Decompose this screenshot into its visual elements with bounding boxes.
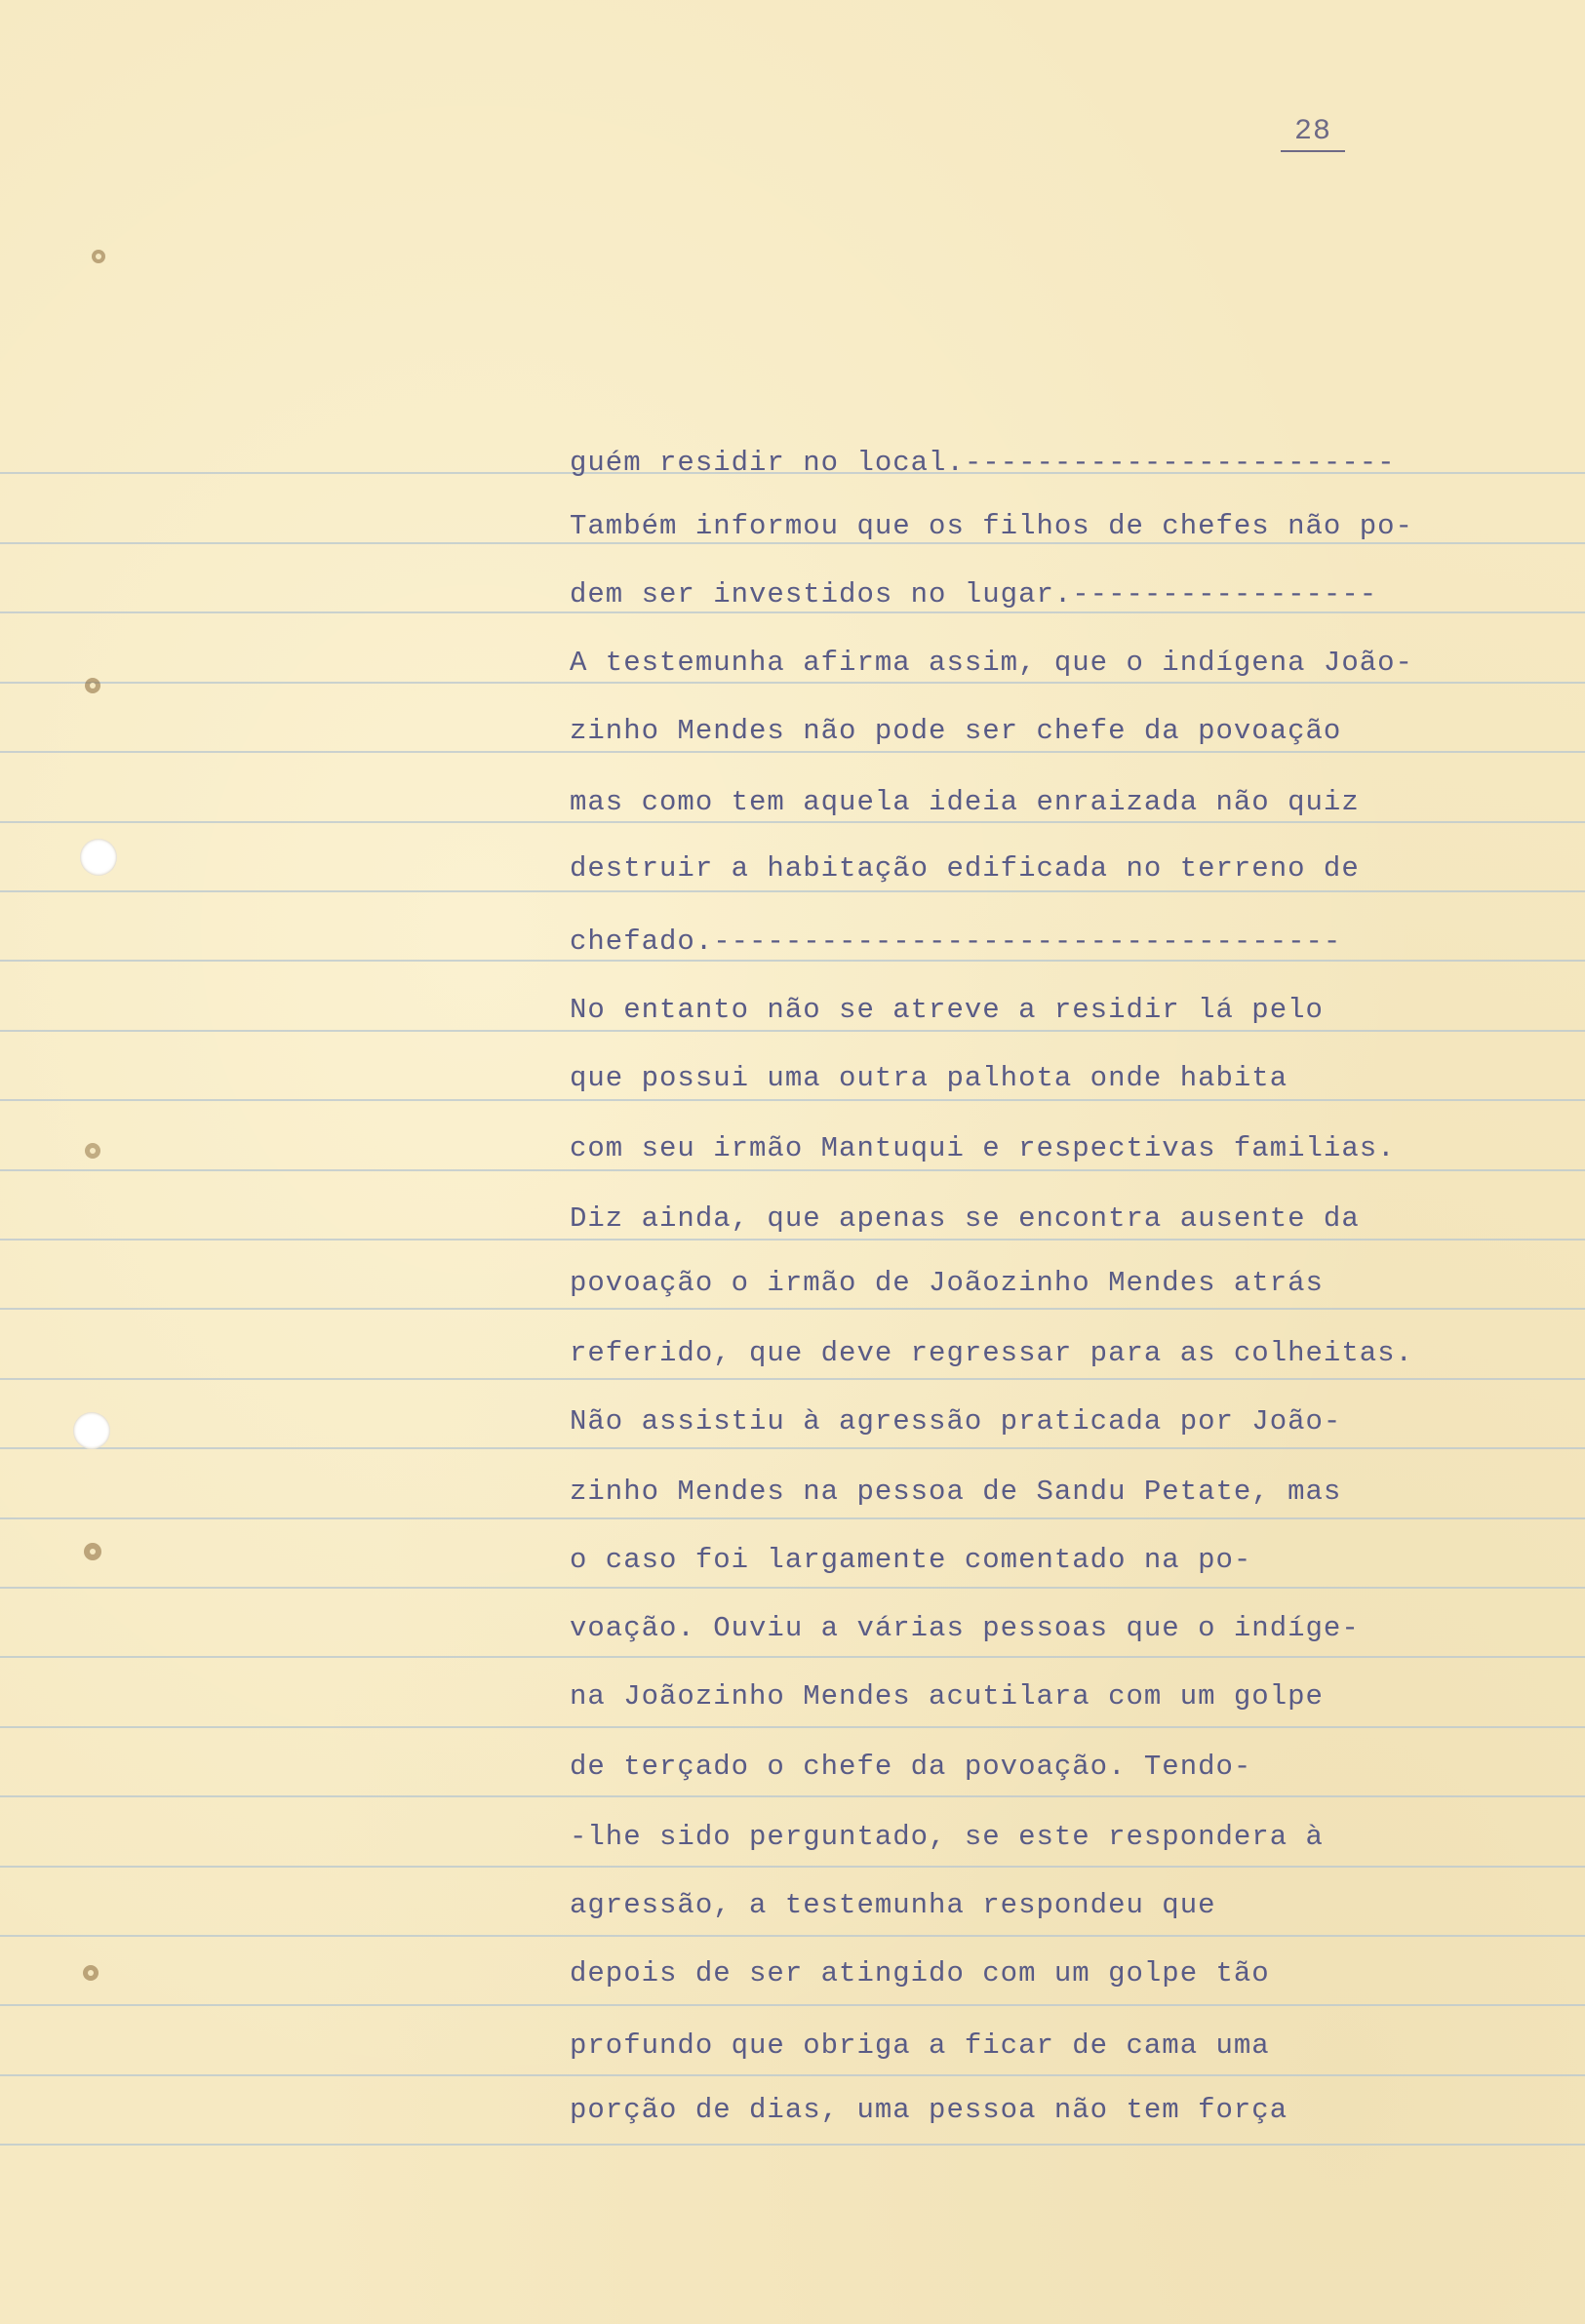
body-line: depois de ser atingido com um golpe tão [570, 1957, 1270, 1989]
ring-mark-icon [80, 1138, 105, 1163]
body-line: o caso foi largamente comentado na po- [570, 1544, 1252, 1576]
body-line: mas como tem aquela ideia enraizada não quiz [570, 786, 1360, 818]
body-line: dem ser investidos no lugar.----------------- [570, 578, 1378, 611]
body-line: A testemunha afirma assim, que o indígena João- [570, 647, 1413, 679]
body-line: zinho Mendes não pode ser chefe da povoação [570, 715, 1342, 747]
body-line: com seu irmão Mantuqui e respectivas familias. [570, 1132, 1396, 1164]
body-line: referido, que deve regressar para as colheitas. [570, 1337, 1413, 1369]
body-line: porção de dias, uma pessoa não tem força [570, 2094, 1288, 2126]
ring-mark-icon [86, 244, 111, 269]
body-line: No entanto não se atreve a residir lá pelo [570, 994, 1324, 1026]
ring-mark-icon [80, 1539, 105, 1564]
punch-hole [80, 839, 117, 876]
body-line: que possui uma outra palhota onde habita [570, 1062, 1288, 1094]
body-line: Diz ainda, que apenas se encontra ausente da [570, 1202, 1360, 1235]
body-line: profundo que obriga a ficar de cama uma [570, 2029, 1270, 2062]
body-line: chefado.----------------------------------- [570, 926, 1342, 958]
body-line: Também informou que os filhos de chefes não po- [570, 510, 1413, 542]
page-number: 28 [1281, 115, 1345, 152]
body-line: -lhe sido perguntado, se este respondera à [570, 1821, 1324, 1853]
punch-hole [73, 1412, 110, 1449]
body-line: Não assistiu à agressão praticada por João- [570, 1405, 1342, 1438]
body-line: guém residir no local.------------------------ [570, 447, 1396, 479]
body-line: povoação o irmão de Joãozinho Mendes atrás [570, 1267, 1324, 1299]
body-line: destruir a habitação edificada no terreno de [570, 852, 1360, 885]
body-line: na Joãozinho Mendes acutilara com um golpe [570, 1680, 1324, 1713]
body-line: voação. Ouviu a várias pessoas que o indíge- [570, 1612, 1360, 1644]
body-line: zinho Mendes na pessoa de Sandu Petate, mas [570, 1476, 1342, 1508]
ring-mark-icon [80, 673, 105, 698]
ring-mark-icon [78, 1960, 103, 1986]
body-line: agressão, a testemunha respondeu que [570, 1889, 1216, 1921]
body-line: de terçado o chefe da povoação. Tendo- [570, 1751, 1252, 1783]
